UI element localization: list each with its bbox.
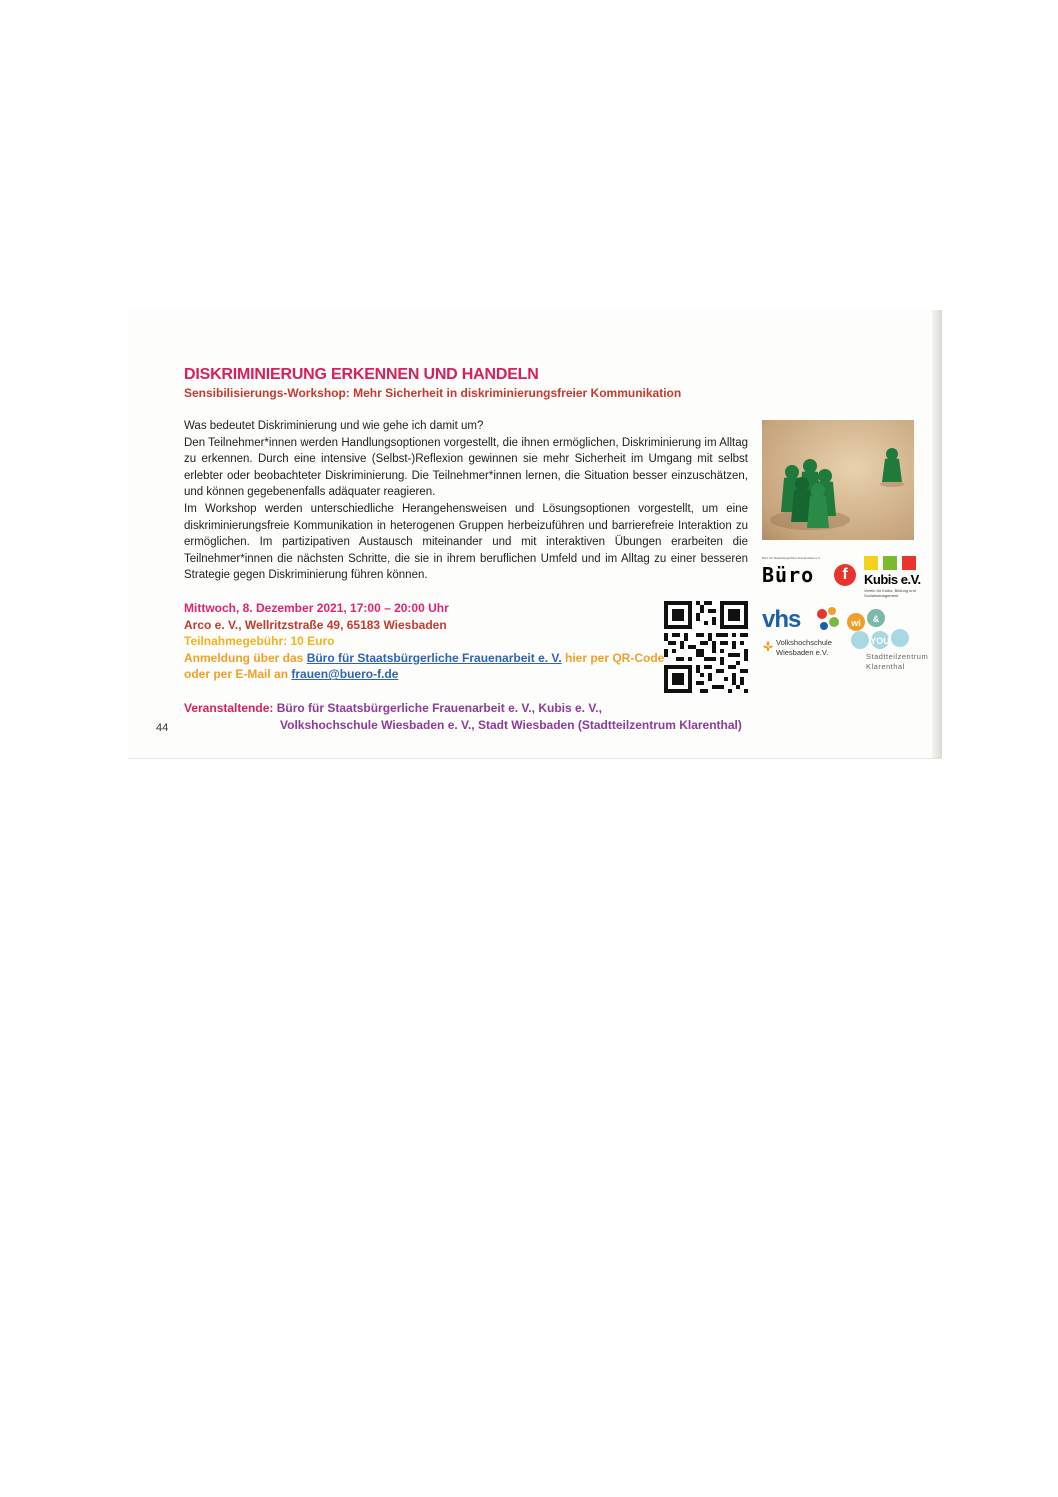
event-card	[128, 310, 942, 759]
wiyou-logo	[846, 608, 936, 674]
vhs-line-2: Wiesbaden e.V.	[776, 648, 829, 657]
qr-code-graphic	[664, 600, 748, 694]
lily-icon	[762, 640, 774, 652]
vhs-logo-word: vhs	[762, 606, 801, 633]
email-prefix: oder per E-Mail an	[184, 667, 292, 682]
buero-logo-word: Büro	[762, 563, 815, 587]
vhs-logo	[762, 606, 842, 662]
buero-logo-circle: f	[834, 564, 856, 586]
wiyou-bubbles-icon	[846, 608, 916, 650]
game-pieces-photo	[762, 420, 914, 540]
kubis-square-yellow	[864, 556, 878, 570]
kubis-tagline: Verein für Kultur, Bildung und Sozialmanagement	[864, 588, 916, 598]
qr-code-icon[interactable]	[664, 600, 748, 694]
organizers-label: Veranstaltende:	[184, 701, 274, 715]
kubis-logo	[864, 556, 922, 604]
description-paragraph-1: Den Teilnehmer*innen werden Handlungsoptionen vorgestellt, die ihnen ermöglichen, Diskriminierung im Alltag zu erkennen. Durch eine intensive (Selbst-)Reflexion gewinnen sie mehr Sicherheit im Umgang mit selbst erlebter oder beobachteter Diskriminierung. Die Teilnehmer*innen lernen, die Situation besser einzuschätzen, und können gegebenenfalls adäquater reagieren.	[184, 436, 748, 499]
event-registration	[184, 650, 664, 667]
wiyou-line-2: Klarenthal	[866, 662, 905, 671]
wiyou-letters-and: &	[872, 614, 880, 624]
vhs-dots-icon	[812, 606, 842, 634]
wiyou-line-1: Stadtteilzentrum	[866, 652, 929, 661]
vhs-logo-subtitle	[776, 638, 832, 658]
description-paragraph-2: Im Workshop werden unterschiedliche Herangehensweisen und Lösungsoptionen vorgestellt, um eine diskriminierungsfreie Kommunikation in heterogenen Gruppen herbeizuführen und barrierefreie Interaktion zu ermöglichen. Im partizipativen Austausch miteinander und mit interaktiven Übungen erarbeiten die Teilnehmer*innen die nächsten Schritte, die sie in ihrem beruflichen Umfeld und im Alltag zu einer besseren Strategie gegen Diskriminierung führen können.	[184, 502, 748, 582]
organizers-line-2: Volkshochschule Wiesbaden e. V., Stadt Wiesbaden (Stadtteilzentrum Klarenthal)	[280, 718, 742, 732]
email-link[interactable]: frauen@buero-f.de	[291, 667, 399, 682]
buero-logo-small-text: Büro für Staatsbürgerliche Frauenarbeit e.V.	[762, 556, 821, 560]
vhs-line-1: Volkshochschule	[776, 638, 832, 647]
kubis-name: Kubis e.V.	[864, 572, 921, 587]
kubis-square-red	[902, 556, 916, 570]
game-pieces-icon	[762, 420, 914, 540]
event-details	[184, 600, 664, 683]
event-location: Arco e. V., Wellritzstraße 49, 65183 Wiesbaden	[184, 617, 447, 632]
event-date-time: Mittwoch, 8. Dezember 2021, 17:00 – 20:00 Uhr	[184, 601, 449, 615]
registration-suffix: hier per QR-Code	[561, 650, 665, 665]
organizers-first-line: Büro für Staatsbürgerliche Frauenarbeit e. V., Kubis e. V.,	[273, 701, 602, 715]
event-fee: Teilnahmegebühr: 10 Euro	[184, 634, 335, 649]
event-title: DISKRIMINIERUNG ERKENNEN UND HANDELN	[184, 366, 539, 383]
event-subtitle: Sensibilisierungs-Workshop: Mehr Sicherheit in diskriminierungsfreier Kommunikation	[184, 386, 682, 400]
buero-logo	[762, 556, 858, 590]
organizers-line-1	[184, 700, 742, 717]
event-description	[184, 418, 748, 584]
wiyou-logo-subtitle	[866, 652, 928, 672]
wiyou-letters-wi: wi	[851, 618, 861, 628]
registration-prefix: Anmeldung über das	[184, 650, 307, 665]
kubis-square-green	[883, 556, 897, 570]
card-edge-shadow	[932, 310, 942, 758]
registration-link[interactable]: Büro für Staatsbürgerliche Frauenarbeit e. V.	[306, 650, 562, 665]
description-question: Was bedeutet Diskriminierung und wie gehe ich damit um?	[184, 420, 484, 432]
organizers	[184, 700, 742, 734]
page-number: 44	[156, 722, 169, 734]
event-email	[184, 666, 664, 683]
wiyou-letters-you: YOU	[870, 636, 890, 646]
